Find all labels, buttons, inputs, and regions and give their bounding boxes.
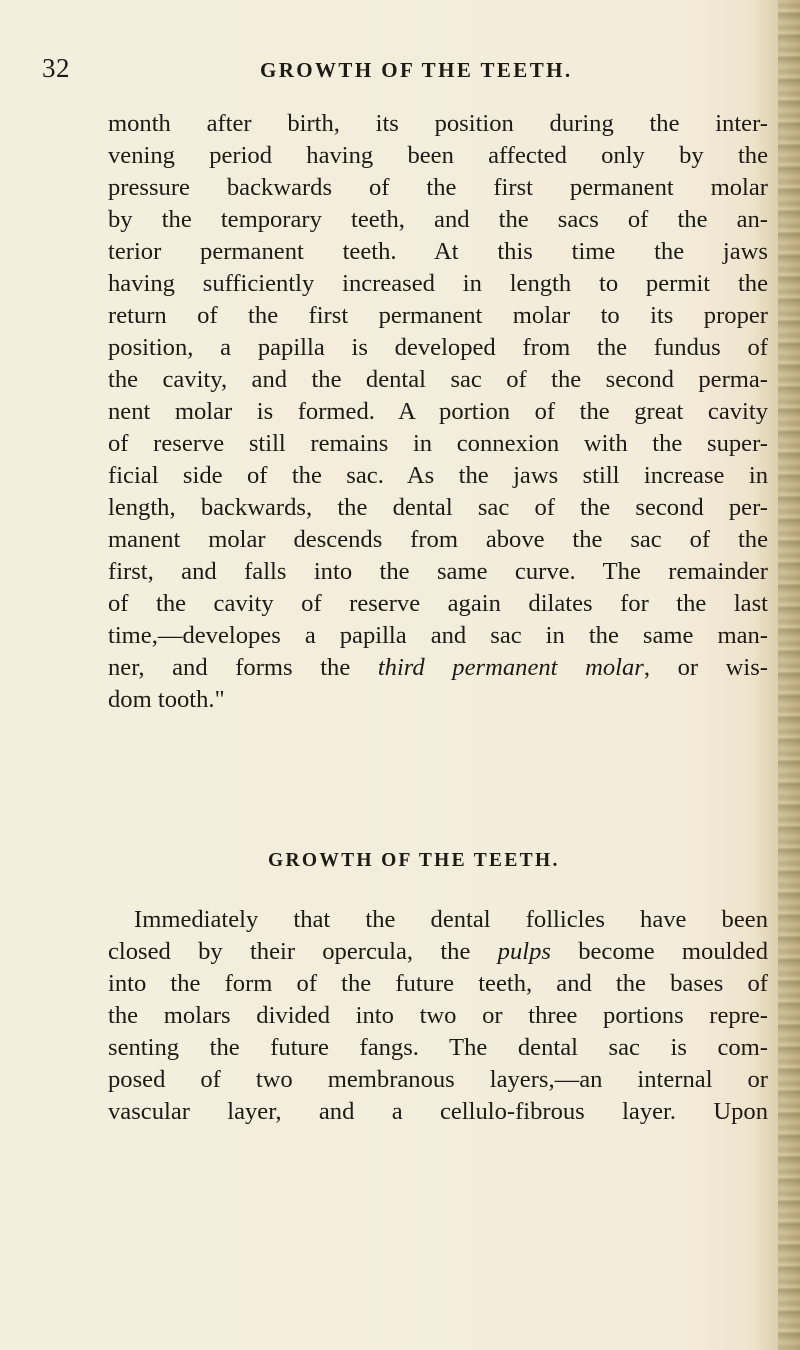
text-line: ficial side of the sac. As the jaws still increase in (108, 462, 768, 489)
page-number: 32 (42, 53, 70, 83)
paragraph-2 (108, 904, 768, 1128)
text-line: position, a papilla is developed from the fundus of (108, 334, 768, 361)
text-line: terior permanent teeth. At this time the jaws (108, 238, 768, 265)
text-line: pressure backwards of the first permanent molar (108, 174, 768, 201)
text-line: vening period having been affected only by the (108, 142, 768, 169)
text-line: length, backwards, the dental sac of the second per- (108, 494, 768, 521)
text-line: dom tooth." (108, 686, 225, 713)
text-line-with-italic (108, 652, 768, 684)
text-line: nent molar is formed. A portion of the great cavity (108, 398, 768, 425)
running-head (42, 50, 772, 90)
text-segment: , or wis- (643, 654, 768, 681)
text-line: having sufficiently increased in length to permit the (108, 270, 768, 297)
text-segment: become moulded (550, 938, 768, 965)
text-segment: ner, and forms the (108, 654, 378, 681)
italic-term: pulps (497, 938, 551, 965)
paragraph-1 (108, 108, 768, 716)
text-line: Immediately that the dental follicles have been (134, 906, 768, 933)
text-line: manent molar descends from above the sac of the (108, 526, 768, 553)
text-line: by the temporary teeth, and the sacs of the an- (108, 206, 768, 233)
text-line: posed of two membranous layers,—an internal or (108, 1066, 768, 1093)
italic-term: third permanent molar (377, 654, 644, 681)
text-line: of reserve still remains in connexion with the super- (108, 430, 768, 457)
text-line: month after birth, its position during the inter- (108, 110, 768, 137)
text-segment: closed by their opercula, the (108, 938, 498, 965)
text-line: of the cavity of reserve again dilates for the last (108, 590, 768, 617)
text-line: the cavity, and the dental sac of the second perma- (108, 366, 768, 393)
text-line: vascular layer, and a cellulo-fibrous layer. Upon (108, 1098, 768, 1125)
text-line: into the form of the future teeth, and the bases of (108, 970, 768, 997)
text-line: first, and falls into the same curve. The remainder (108, 558, 768, 585)
text-line: the molars divided into two or three portions repre- (108, 1002, 768, 1029)
running-head-title: GROWTH OF THE TEETH. (260, 58, 573, 82)
text-line: time,—developes a papilla and sac in the same man- (108, 622, 768, 649)
section-heading: GROWTH OF THE TEETH. (268, 850, 560, 871)
text-line-with-italic (108, 936, 768, 968)
page-edge-shadow (778, 0, 800, 1350)
text-line: senting the future fangs. The dental sac is com- (108, 1034, 768, 1061)
text-line: return of the first permanent molar to its proper (108, 302, 768, 329)
